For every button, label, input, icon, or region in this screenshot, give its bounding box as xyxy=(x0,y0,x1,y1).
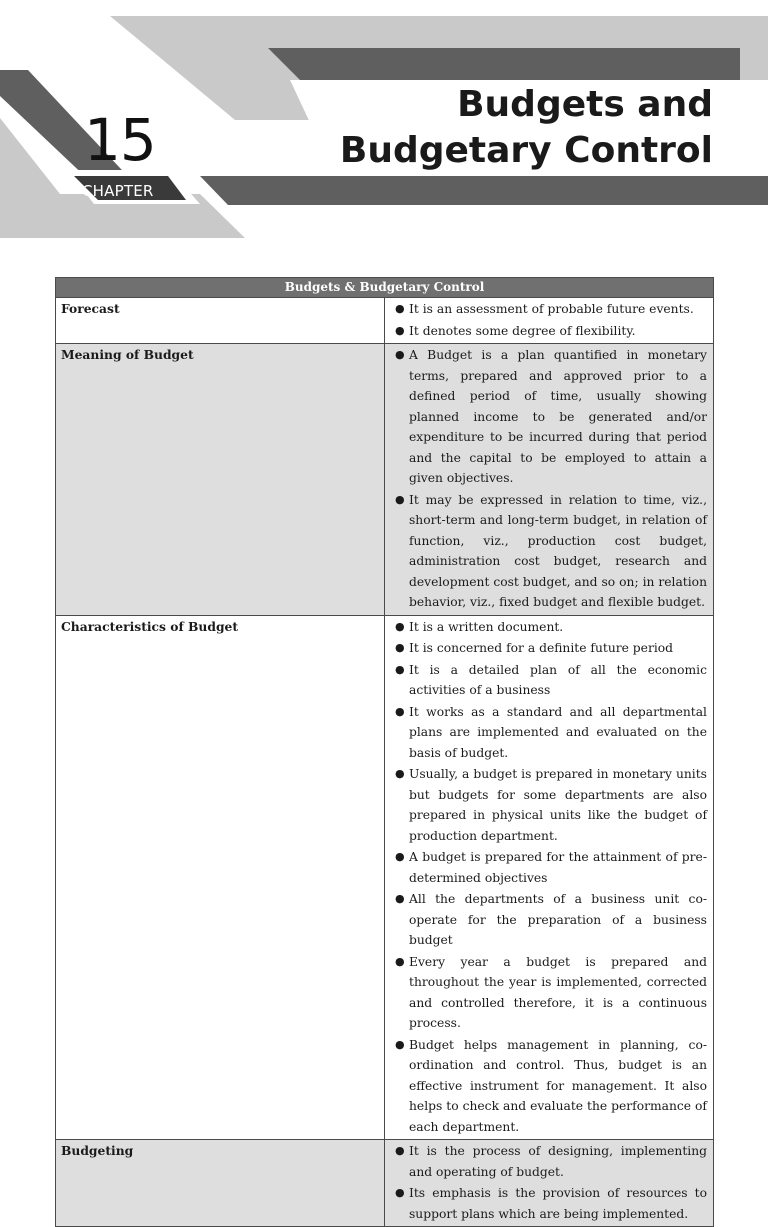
row-term: Budgeting xyxy=(56,1140,385,1227)
bullet-icon: ● xyxy=(395,662,405,676)
bullet-icon: ● xyxy=(395,892,405,905)
table-row-characteristics-of-budget xyxy=(56,615,714,1140)
bullet-icon: ● xyxy=(395,1037,405,1051)
summary-table-container xyxy=(55,277,714,1227)
bullet-icon: ● xyxy=(395,619,405,633)
row-points xyxy=(385,298,714,344)
row-points xyxy=(385,344,714,616)
chapter-title xyxy=(293,82,713,174)
row-term: Meaning of Budget xyxy=(56,344,385,616)
bullet-icon: ● xyxy=(395,1144,405,1157)
bullet-item: ● It is the process of designing, implementing and operating of budget. xyxy=(391,1141,707,1182)
bullet-item: ● Usually, a budget is prepared in monetary units but budgets for some departments are also prepared in physical units like the budget of production department. xyxy=(391,764,707,846)
bullet-item: ● It works as a standard and all departmental plans are implemented and evaluated on the basis of budget. xyxy=(391,702,707,764)
bullet-item: ● Budget helps management in planning, co-ordination and control. Thus, budget is an effective instrument for management. It also helps to check and evaluate the performance of each department. xyxy=(391,1035,707,1138)
bullet-icon: ● xyxy=(395,492,405,506)
bullet-item: ● It denotes some degree of flexibility. xyxy=(391,321,707,342)
table-title: Budgets & Budgetary Control xyxy=(56,278,714,298)
bullet-icon: ● xyxy=(395,641,405,654)
bullet-item: ● It is a detailed plan of all the economic activities of a business xyxy=(391,660,707,701)
bullet-list xyxy=(391,299,707,341)
bullet-icon: ● xyxy=(395,704,405,718)
bullet-item: ● A Budget is a plan quantified in monetary terms, prepared and approved prior to a defined period of time, usually showing planned income to be generated and/or expenditure to be incurred during that period and the capital to be employed to attain a given objectives. xyxy=(391,345,707,489)
bullet-icon: ● xyxy=(395,348,405,361)
bullet-item: ● It is concerned for a definite future period xyxy=(391,638,707,659)
bullet-item: ● A budget is prepared for the attainment of pre-determined objectives xyxy=(391,847,707,888)
bullet-icon: ● xyxy=(395,302,405,315)
row-points xyxy=(385,1140,714,1227)
row-points xyxy=(385,615,714,1140)
table-row-forecast xyxy=(56,298,714,344)
table-row-meaning-of-budget xyxy=(56,344,714,616)
bullet-item: ● All the departments of a business unit co-operate for the preparation of a business budget xyxy=(391,889,707,951)
chapter-label: CHAPTER xyxy=(82,182,154,200)
bullet-list xyxy=(391,1141,707,1224)
bullet-list xyxy=(391,345,707,613)
bullet-item: ● It is an assessment of probable future events. xyxy=(391,299,707,320)
chapter-title-line-1: Budgets and xyxy=(457,84,713,125)
bullet-icon: ● xyxy=(395,954,405,968)
bottom-dark-band xyxy=(200,176,768,205)
bullet-item: ● It may be expressed in relation to time, viz., short-term and long-term budget, in relation of function, viz., production cost budget, administration cost budget, research and development cost budget, and so on; in relation behavior, viz., fixed budget and flexible budget. xyxy=(391,490,707,613)
bullet-item: ● It is a written document. xyxy=(391,617,707,638)
bullet-icon: ● xyxy=(395,767,405,780)
table-row-budgeting xyxy=(56,1140,714,1227)
chapter-title-line-2: Budgetary Control xyxy=(339,130,713,171)
summary-table xyxy=(55,277,714,1227)
row-term: Forecast xyxy=(56,298,385,344)
bullet-icon: ● xyxy=(395,1186,405,1199)
bullet-icon: ● xyxy=(395,850,405,863)
bullet-item: ● Every year a budget is prepared and throughout the year is implemented, corrected and controlled therefore, it is a continuous process. xyxy=(391,952,707,1034)
chapter-number: 15 xyxy=(84,106,156,174)
bullet-icon: ● xyxy=(395,323,405,337)
top-dark-band xyxy=(268,48,740,80)
bullet-list xyxy=(391,617,707,1138)
bullet-item: ● Its emphasis is the provision of resources to support plans which are being implemented. xyxy=(391,1183,707,1224)
row-term: Characteristics of Budget xyxy=(56,615,385,1140)
